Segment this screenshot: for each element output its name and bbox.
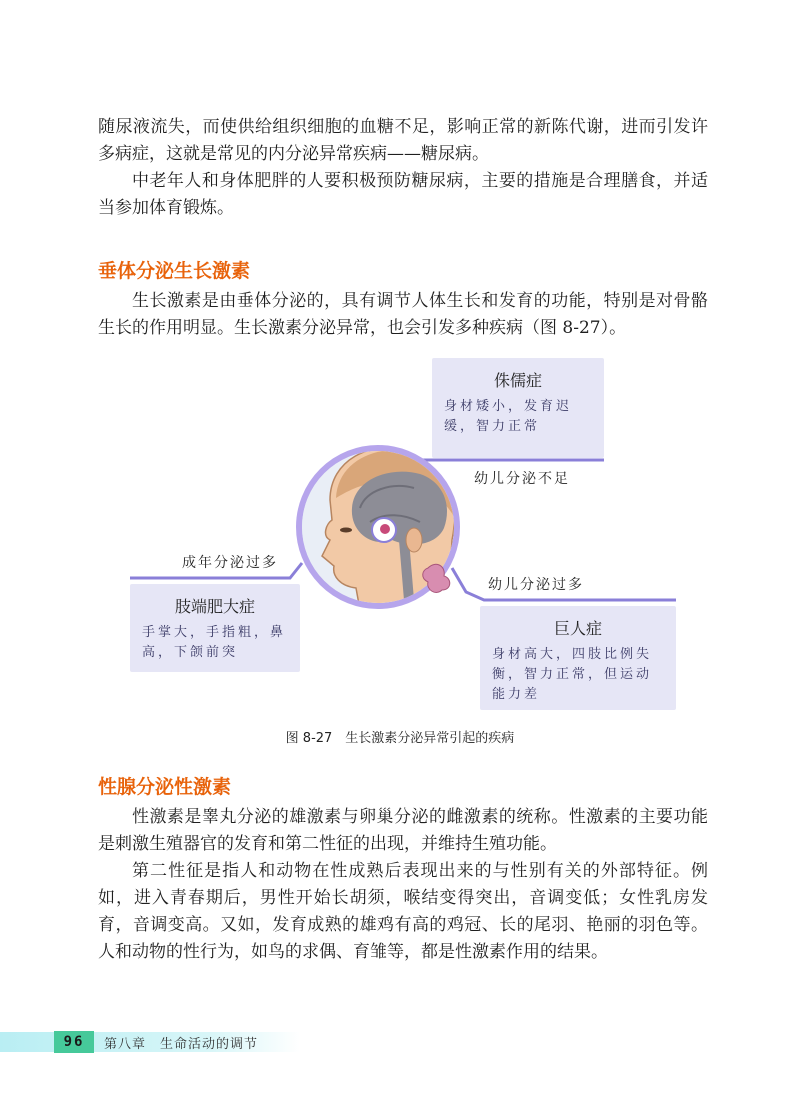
paragraph-sex-hormone-2: 第二性征是指人和动物在性成熟后表现出来的与性别有关的外部特征。例如，进入青春期后，男性开始长胡须，喉结变得突出，音调变低；女性乳房发育，音调变高。又如，发育成熟的雄鸡有高的鸡冠、长的尾羽、艳丽的羽色等。人和动物的性行为，如鸟的求偶、育雏等，都是性激素作用的结果。 [98, 861, 708, 962]
head-illustration [296, 446, 460, 612]
section-title-sex-hormone: 性腺分泌性激素 [98, 776, 232, 798]
acromegaly-desc: 手掌大，手指粗，鼻高，下颌前突 [142, 625, 287, 660]
dwarfism-title: 侏儒症 [493, 371, 542, 390]
figure-caption: 图 8-27 生长激素分泌异常引起的疾病 [285, 731, 515, 746]
paragraph-intro-1: 随尿液流失，而使供给组织细胞的血糖不足，影响正常的新陈代谢，进而引发许多病症，这就是常见的内分泌异常疾病——糖尿病。 [98, 117, 708, 164]
paragraph-intro-2: 中老年人和身体肥胖的人要积极预防糖尿病，主要的措施是合理膳食，并适当参加体育锻炼。 [98, 171, 708, 218]
dwarfism-desc: 身材矮小，发育迟缓，智力正常 [444, 399, 573, 434]
paragraph-sex-hormone-1: 性激素是睾丸分泌的雄激素与卵巢分泌的雌激素的统称。性激素的主要功能是刺激生殖器官的发育和第二性征的出现，并维持生殖功能。 [98, 807, 708, 854]
label-acromegaly-cause: 成年分泌过多 [182, 555, 278, 571]
page-number: 96 [54, 1031, 94, 1053]
box-gigantism [480, 606, 676, 710]
box-acromegaly [130, 584, 300, 672]
chapter-title: 第八章 生命活动的调节 [104, 1037, 259, 1052]
section-title-growth-hormone: 垂体分泌生长激素 [98, 260, 251, 282]
label-gigantism-cause: 幼儿分泌过多 [488, 577, 584, 593]
label-dwarfism-cause: 幼儿分泌不足 [474, 471, 570, 487]
gigantism-desc: 身材高大，四肢比例失衡，智力正常，但运动能力差 [492, 647, 653, 702]
gigantism-title: 巨人症 [553, 619, 602, 638]
paragraph-growth-hormone: 生长激素是由垂体分泌的，具有调节人体生长和发育的功能，特别是对骨骼生长的作用明显。生长激素分泌异常，也会引发多种疾病（图 8-27）。 [98, 291, 708, 338]
acromegaly-title: 肢端肥大症 [174, 597, 255, 616]
box-dwarfism [432, 358, 604, 458]
